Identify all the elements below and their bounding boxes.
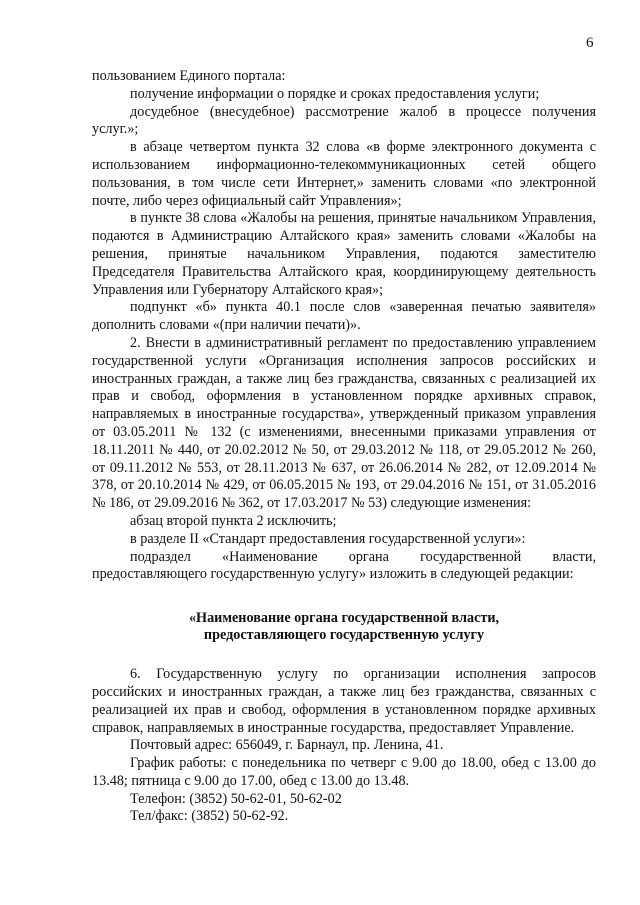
paragraph: График работы: с понедельника по четверг с 9.00 до 18.00, обед с 13.00 до 13.48; пятница с 9.00 до 17.00, обед с 13.00 до 13.48. [92,755,596,789]
paragraph: 2. Внести в административный регламент по предоставлению управлением государственной услуги «Организация исполнения запросов российских и иностранных граждан, а также лиц без гражданства, связанных с реализацией их прав и свобод, оформления в установленном порядке архивных справок, направляемых в иностранные государства», утвержденный приказом управления от 03.05.2011 № 132 (с изменениями, внесенными приказами управления от 18.11.2011 № 440, от 20.02.2012 № 50, от 29.03.2012 № 118, от 29.05.2012 № 260, от 09.11.2012 № 553, от 28.11.2013 № 637, от 26.06.2014 № 282, от 12.09.2014 № 378, от 20.10.2014 № 429, от 06.05.2015 № 193, от 29.04.2016 № 151, от 31.05.2016 № 186, от 29.09.2016 № 362, от 17.03.2017 № 53) следующие изменения: [92,334,596,512]
section-heading [92,610,596,644]
paragraph: 6. Государственную услугу по организации исполнения запросов российских и иностранных граждан, а также лиц без гражданства, связанных с реализацией их прав и свобод, оформления в установленном порядке архивных справок, направляемых в иностранные государства, предоставляет Управление. [92,666,596,736]
paragraph: абзац второй пункта 2 исключить; [130,512,337,529]
paragraph: Телефон: (3852) 50-62-01, 50-62-02 [130,790,342,807]
paragraph: Тел/факс: (3852) 50-62-92. [130,808,289,825]
paragraph: досудебное (внесудебное) рассмотрение жалоб в процессе получения услуг.»; [92,103,596,138]
paragraph: в абзаце четвертом пункта 32 слова «в форме электронного документа с использованием информационно-телекоммуникационных сетей общего пользования, в том числе сети Интернет,» заменить словами «по электронной почте, либо через официальный сайт Управления»; [92,139,596,209]
paragraph: в разделе II «Стандарт предоставления государственной услуги»: [130,530,526,547]
paragraph: пользованием Единого портала: [92,68,286,84]
paragraph: Почтовый адрес: 656049, г. Барнаул, пр. Ленина, 41. [130,737,444,754]
section-heading-line: предоставляющего государственную услугу [203,627,485,644]
paragraph: получение информации о порядке и сроках предоставления услуги; [130,85,540,102]
section-heading-line: «Наименование органа государственной власти, [188,610,500,627]
paragraph: подраздел «Наименование органа государственной власти, предоставляющего государственную услугу» изложить в следующей редакции: [92,548,596,583]
paragraph: подпункт «б» пункта 40.1 после слов «заверенная печатью заявителя» дополнить словами «(при наличии печати)». [92,299,596,334]
paragraph: в пункте 38 слова «Жалобы на решения, принятые начальником Управления, подаются в Администрацию Алтайского края» заменить словами «Жалобы на решения, принятые начальником Управления, подаются заместителю Председателя Правительства Алтайского края, координирующему деятельность Управления или Губернатору Алтайского края»; [92,210,596,298]
page-number: 6 [586,35,594,51]
document-body [92,68,596,826]
